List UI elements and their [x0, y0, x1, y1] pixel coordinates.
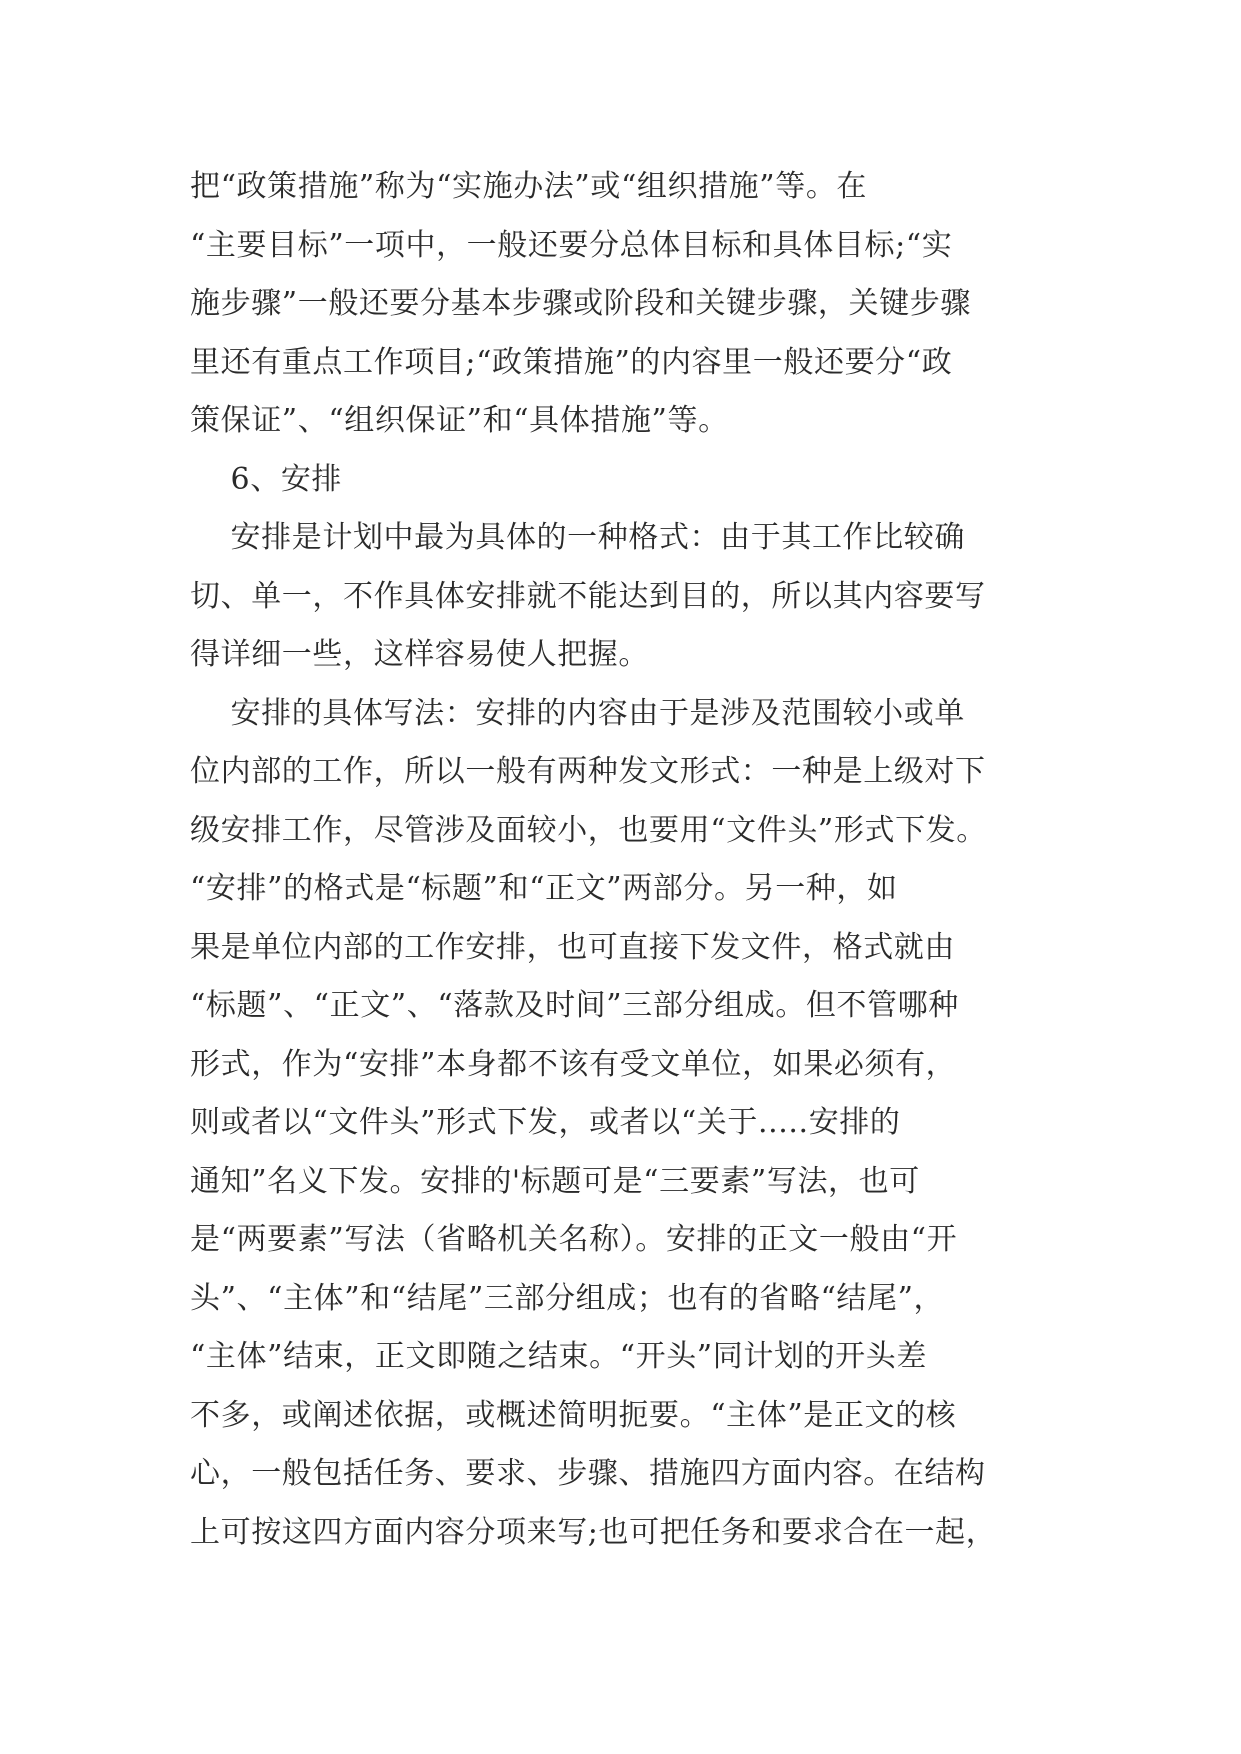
- text-line: 位内部的工作，所以一般有两种发文形式：一种是上级对下: [190, 754, 986, 789]
- text-line: 是“两要素”写法（省略机关名称）。安排的正文一般由“开: [190, 1222, 958, 1257]
- text-line: 策保证”、“组织保证”和“具体措施”等。: [190, 403, 729, 438]
- text-line: 安排是计划中最为具体的一种格式：由于其工作比较确: [190, 520, 965, 555]
- text-line: 果是单位内部的工作安排，也可直接下发文件，格式就由: [190, 929, 955, 965]
- text-line: 则或者以“文件头”形式下发，或者以“关于.....安排的: [190, 1105, 901, 1140]
- text-line: 上可按这四方面内容分项来写;也可把任务和要求合在一起，: [190, 1514, 997, 1550]
- text-line: 形式，作为“安排”本身都不该有受文单位，如果必须有，: [190, 1046, 957, 1082]
- text-line: 里还有重点工作项目;“政策措施”的内容里一般还要分“政: [190, 344, 953, 380]
- text-line: “主体”结束，正文即随之结束。“开头”同计划的开头差: [190, 1339, 927, 1374]
- text-line: “安排”的格式是“标题”和“正文”两部分。另一种，如: [190, 871, 898, 906]
- text-line: “标题”、“正文”、“落款及时间”三部分组成。但不管哪种: [190, 988, 959, 1023]
- text-line: 级安排工作，尽管涉及面较小，也要用“文件头”形式下发。: [190, 812, 987, 848]
- text-line: 把“政策措施”称为“实施办法”或“组织措施”等。在: [190, 169, 868, 204]
- text-line: 不多，或阐述依据，或概述简明扼要。“主体”是正文的核: [190, 1397, 957, 1433]
- text-line: 通知”名义下发。安排的'标题可是“三要素”写法，也可: [190, 1163, 920, 1199]
- body-text: [190, 158, 1070, 1562]
- text-line: 得详细一些，这样容易使人把握。: [190, 637, 649, 672]
- text-line: 头”、“主体”和“结尾”三部分组成；也有的省略“结尾”，: [190, 1280, 945, 1316]
- text-line: 安排的具体写法：安排的内容由于是涉及范围较小或单: [190, 695, 965, 731]
- text-line: 施步骤”一般还要分基本步骤或阶段和关键步骤，关键步骤: [190, 286, 971, 321]
- text-line: 切、单一，不作具体安排就不能达到目的，所以其内容要写: [190, 578, 986, 614]
- section-heading: 6、安排: [190, 461, 343, 497]
- text-line: 心，一般包括任务、要求、步骤、措施四方面内容。在结构: [190, 1456, 986, 1491]
- text-line: “主要目标”一项中，一般还要分总体目标和具体目标;“实: [190, 227, 953, 263]
